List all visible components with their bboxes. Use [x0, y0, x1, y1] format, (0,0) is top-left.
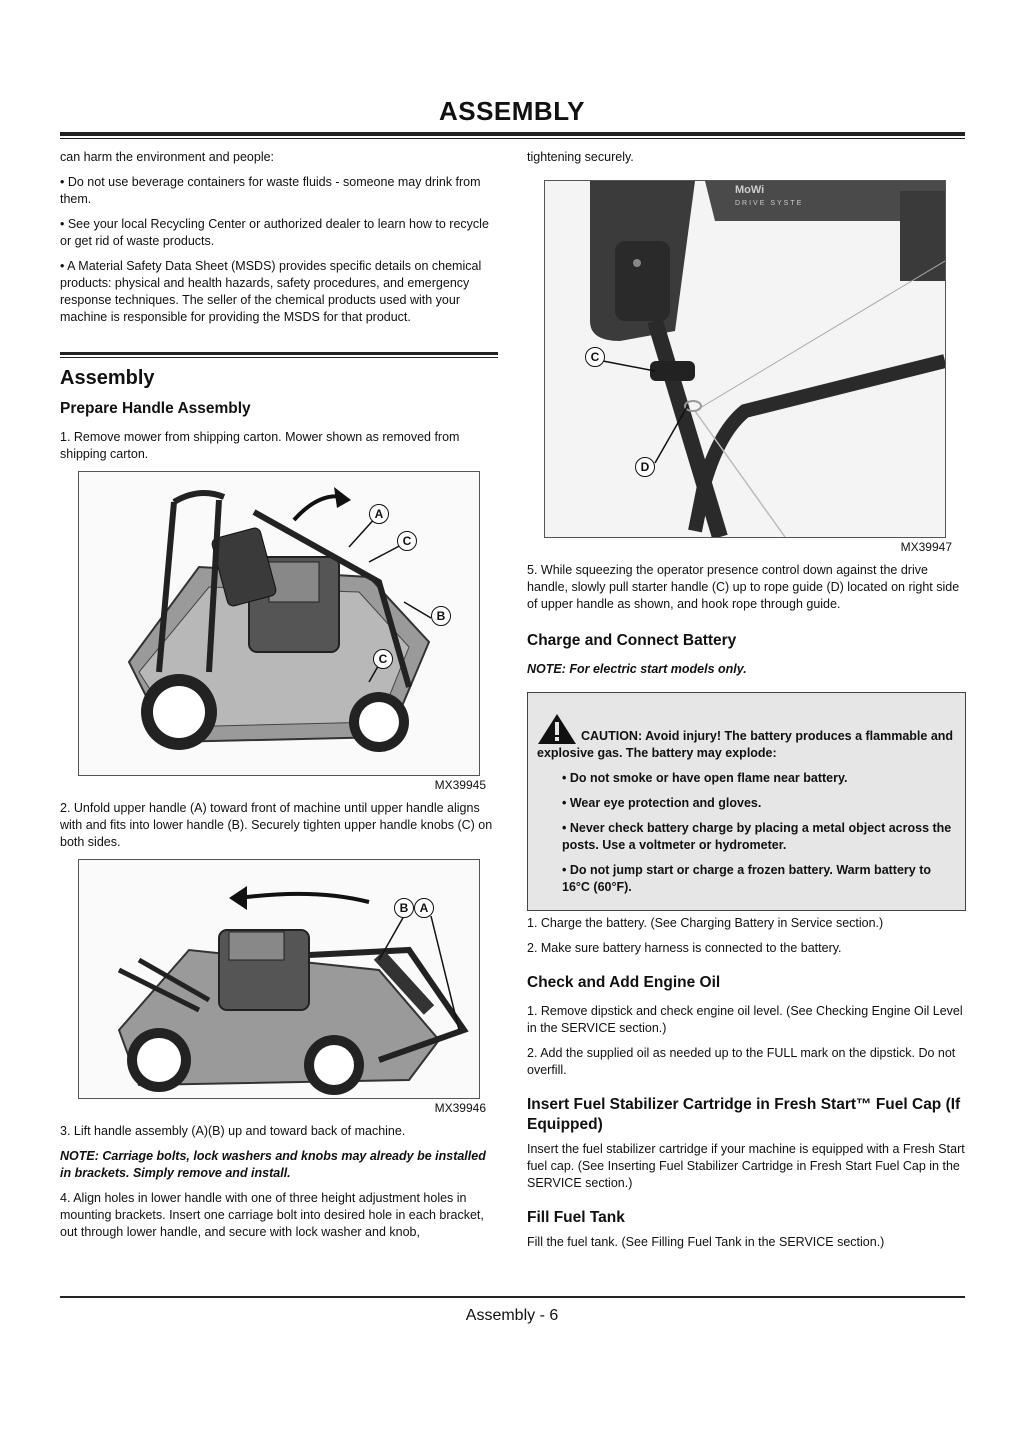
battery-step-1: 1. Charge the battery. (See Charging Battery in Service section.) — [527, 916, 884, 930]
step-4: 4. Align holes in lower handle with one of three height adjustment holes in mounting brackets. Insert one carriage bolt into desired hole in each bracket, out through lower handle, and secure with lock washer and knob, — [60, 1191, 484, 1239]
fuel-cap-title: Insert Fuel Stabilizer Cartridge in Fresh Start™ Fuel Cap (If Equipped) — [527, 1096, 961, 1133]
subsection-title: Prepare Handle Assembly — [60, 400, 251, 417]
figure-caption-3: MX39947 — [900, 540, 952, 554]
figure-mower-unfold — [78, 471, 480, 776]
figure-caption-1: MX39945 — [434, 778, 486, 792]
step-3: 3. Lift handle assembly (A)(B) up and toward back of machine. — [60, 1124, 406, 1138]
figure-rope-guide — [544, 180, 946, 538]
caution-bullet-smoke: • Do not smoke or have open flame near battery. — [562, 771, 848, 785]
figure-handle-lift — [78, 859, 480, 1099]
intro-text: can harm the environment and people: — [60, 150, 275, 164]
warning-triangle-icon — [537, 713, 577, 745]
mower-illustration-1 — [79, 472, 479, 775]
bullet-recycling: • See your local Recycling Center or authorized dealer to learn how to recycle or get rid of waste products. — [60, 217, 489, 248]
figure-caption-2: MX39946 — [434, 1101, 486, 1115]
bullet-beverage: • Do not use beverage containers for waste fluids - someone may drink from them. — [60, 175, 481, 206]
caution-bullet-metal: • Never check battery charge by placing a metal object across the posts. Use a voltmeter or hydrometer. — [562, 821, 952, 852]
left-column — [60, 149, 498, 1249]
note-carriage-bolts: NOTE: Carriage bolts, lock washers and knobs may already be installed in brackets. Simply remove and install. — [60, 1149, 486, 1180]
battery-note: NOTE: For electric start models only. — [527, 662, 747, 676]
callout-a: A — [369, 504, 389, 524]
continued-text: tightening securely. — [527, 150, 634, 164]
callout-d: D — [635, 457, 655, 477]
caution-bullet-eye: • Wear eye protection and gloves. — [562, 796, 762, 810]
handle-illustration — [545, 181, 945, 537]
section-title: Assembly — [60, 367, 155, 389]
caution-bullet-frozen: • Do not jump start or charge a frozen battery. Warm battery to 16°C (60°F). — [562, 863, 932, 894]
caution-box — [527, 692, 966, 911]
fuel-cap-text: Insert the fuel stabilizer cartridge if your machine is equipped with a Fresh Start fuel cap. (See Inserting Fuel Stabilizer Cartridge in Fresh Start Fuel Cap in the SERVICE section.) — [527, 1142, 965, 1190]
step-1: 1. Remove mower from shipping carton. Mower shown as removed from shipping carton. — [60, 430, 460, 461]
oil-step-1: 1. Remove dipstick and check engine oil level. (See Checking Engine Oil Level in the SERVICE section.) — [527, 1004, 963, 1035]
bullet-msds: • A Material Safety Data Sheet (MSDS) provides specific details on chemical products: physical and health hazards, safety procedures, and emergency response techniques. The seller of the chemical products used with your machine is responsible for providing the MSDS for that product. — [60, 259, 482, 324]
caution-line — [537, 713, 956, 762]
oil-step-2: 2. Add the supplied oil as needed up to the FULL mark on the dipstick. Do not overfill. — [527, 1046, 956, 1077]
step-2: 2. Unfold upper handle (A) toward front of machine until upper handle aligns with and fits into lower handle (B). Securely tighten upper handle knobs (C) on both sides. — [60, 801, 493, 849]
callout-a: A — [414, 898, 434, 918]
battery-title: Charge and Connect Battery — [527, 632, 737, 649]
battery-step-2: 2. Make sure battery harness is connected to the battery. — [527, 941, 842, 955]
callout-b: B — [431, 606, 451, 626]
section-rule — [60, 352, 498, 355]
brand-text: MoWi — [735, 184, 765, 196]
fuel-title: Fill Fuel Tank — [527, 1209, 625, 1226]
page-number: Assembly - 6 — [465, 1307, 559, 1324]
mower-illustration-2 — [79, 860, 479, 1098]
page-title: ASSEMBLY — [438, 96, 586, 126]
right-column — [527, 149, 965, 1259]
callout-c: C — [585, 347, 605, 367]
caution-text: CAUTION: Avoid injury! The battery produces a flammable and explosive gas. The battery may explode: — [537, 729, 954, 760]
callout-c-2: C — [373, 649, 393, 669]
header-rule-thin — [60, 138, 965, 139]
step-5: 5. While squeezing the operator presence control down against the drive handle, slowly pull starter handle (C) up to rope guide (D) located on right side of upper handle as shown, and hook rope through guide. — [527, 563, 960, 611]
oil-title: Check and Add Engine Oil — [527, 974, 721, 991]
brand-subtext: DRIVE SYSTE — [735, 200, 804, 207]
callout-c: C — [397, 531, 417, 551]
header-rule — [60, 132, 965, 136]
callout-b: B — [394, 898, 414, 918]
footer-rule — [60, 1296, 965, 1298]
fuel-text: Fill the fuel tank. (See Filling Fuel Tank in the SERVICE section.) — [527, 1235, 885, 1249]
section-rule-thin — [60, 357, 498, 358]
